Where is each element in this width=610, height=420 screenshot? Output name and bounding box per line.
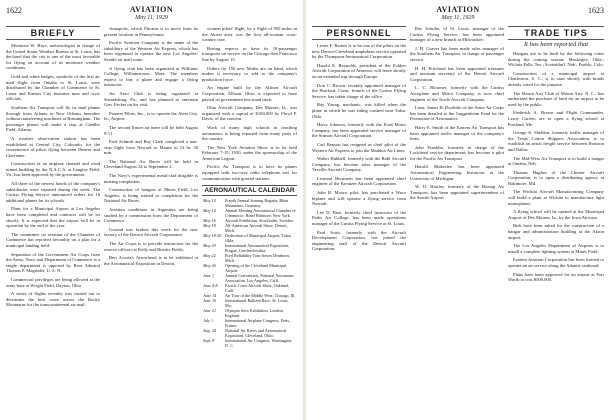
trade-tips-paragraphs [508, 51, 604, 283]
article-paragraph: Southern Air Transport will fly its mail planes through from Atlanta to New Orleans hereafter without transferring machines at Birmingham. The passenger planes will make a stop at Candler Field, Atlanta. [6, 104, 100, 133]
calendar-row [202, 208, 297, 218]
article-paragraph: Eastern Aviation Corporation has been formed to operate an air service along the Atlantic seaboard. [508, 257, 604, 268]
article-paragraph: Paul Scott, formerly with the Aircraft Development Corporation, has joined the engineering staff of the Detroit Aircraft Corporation. [312, 229, 406, 252]
article-paragraph: Harold E. Reynolds, president of the Fokker Aircraft Corporation of America, will leave shortly on an extended trip through Europe. [312, 62, 406, 79]
left-page [0, 0, 303, 420]
calendar-row [202, 283, 297, 293]
calendar-row [202, 233, 297, 243]
calendar-event: Fourth Annual Soaring Regatta, Rhön Mountains, Germany. [225, 198, 289, 209]
calendar-date: July 1 [203, 318, 214, 324]
article-paragraph: The New York Aviation Show is to be held February 7-15, 1930, under the sponsorship of the American Legion. [202, 144, 297, 161]
article-paragraph: Thomas Hughes of the Chester Aircraft Corporation, is to open a distributing agency at Baltimore, Md. [508, 169, 604, 186]
article-paragraph: John R. Moore, pilot, has purchased a Waco biplane and will operate a flying service from Newark. [312, 190, 406, 207]
calendar-row [202, 198, 297, 208]
calendar-row [202, 273, 297, 283]
briefly-paragraphs [6, 43, 100, 308]
article-paragraph: John Franklin, formerly in charge of the Lockheed service department, has become a pilot for the Pacific Air Transport. [410, 144, 504, 161]
article-paragraph: W. D. Hartley, formerly of the Boeing Air Transport, has been appointed superintendent of the Seattle Airport. [410, 184, 504, 201]
calendar-event: Ford Reliability Tour leaves Dearborn, Mich. [225, 253, 290, 264]
article-paragraph: Montrose W. Hays, meteorologist in charge of the United States Weather Bureau at St. Louis, has declared that the city is one of the most favorable for flying on account of its moderate weather conditions. [6, 43, 100, 71]
article-paragraph: Lee D. Rise, formerly chief instructor of the Parks Air College, has been made operations manager of the Curtiss Flying Service at St. Louis. [312, 209, 406, 227]
article-paragraph: The Wichita Aircraft Manufacturing Company will build a plant at Wichita to manufacture light monoplanes. [508, 189, 604, 206]
left-running-head [6, 6, 297, 24]
calendar-event: Annual Convention, National Aeronautic Association, Los Angeles, Calif. [225, 273, 294, 284]
article-paragraph: Work of many high schools in teaching aeronautics is being reported from many parts of the country. [202, 124, 297, 142]
calendar-event: International Airplane Congress, Paris, France. [225, 318, 291, 329]
article-paragraph: The committee on aviation of the Chamber of Commerce has reported favorably on a plan for a municipal landing field. [6, 231, 100, 248]
article-paragraph: Bert Acosta's Arrowhead is to be exhibited at the Aeronautical Exposition in Detroit. [104, 255, 198, 266]
briefly-continued-paragraphs [104, 26, 198, 266]
article-paragraph: Hangars are to be built by the following cities during the coming season: Muskogee, Okla.; Wichita Falls, Tex.; Scottsbluff, Neb.; Pueblo, Colo. [508, 51, 604, 68]
article-paragraph: Gold and white badges, symbolic of the first air mail flight from Omaha to St. Louis, were distributed by the Chamber of Commerce to St. Louis and Kansas City business men and civic officials. [6, 73, 100, 102]
calendar-event: International Air Congress, Washington, D. C. [225, 338, 293, 349]
personnel-heading: PERSONNEL [312, 26, 406, 40]
calendar-date: Aug. 24 [203, 328, 217, 334]
calendar-event: Olympia Aero Exhibition, London, England. [225, 308, 284, 319]
calendar-date: June 14 [203, 293, 217, 299]
personnel-column-continued [410, 26, 504, 414]
calendar-date: May 18-20 [203, 233, 222, 239]
article-paragraph: Construction of a municipal airport at Charleston, S. C., is to start shortly with bonds already voted for the purpose. [508, 70, 604, 87]
article-paragraph: The Mount Airy Club of Mount Airy, N. C., has authorized the purchase of land for an airport to be used by the public. [508, 90, 604, 107]
article-paragraph: A flying school will be opened at the Municipal Airport of Des Moines, Ia., by the Iowa Airways. [508, 209, 604, 220]
article-paragraph: Bids have been asked for the construction of a hangar and administration building at the Akron airport. [508, 223, 604, 240]
article-paragraph: Harry E. Smith of the Eastern Air Transport has been appointed traffic manager of the company's lines. [410, 124, 504, 142]
article-paragraph: Annapolis, which Pitcairn is to move from its present location in Pennsylvania. [104, 26, 198, 37]
calendar-row [202, 338, 297, 348]
briefly-column [6, 26, 100, 414]
article-paragraph: Leonard Bernstein has been appointed chief engineer of the Kreutzer Aircraft Corporation. [312, 175, 406, 187]
article-paragraph: The Air Corps is to provide instruction for the reserve officers at Kelly and Brooks Fields. [104, 241, 198, 252]
calendar-row [202, 253, 297, 263]
article-paragraph: Walter Hubbell, formerly with the Buhl Aircraft Company, has become sales manager of the Verville Aircraft Company. [312, 156, 406, 173]
article-paragraph: Construction of hangars at Mines Field, Los Angeles, is being rushed to completion for the National Air Races. [104, 187, 198, 204]
calendar-date: May 26 [203, 263, 216, 269]
calendar-event: International Balloon Race, St. Louis, Mo. [225, 298, 289, 309]
article-paragraph: Ohio Aircraft Company, Des Moines, Ia., was organized with a capital of $100,000 by Floyd F. Davis, of the concern. [202, 105, 297, 122]
calendar-row [202, 243, 297, 253]
article-paragraph: Fred Schmitt and Roy Clark completed a non-stop flight from Newark to Miami in 13 hr. 30 min. [104, 139, 198, 156]
article-paragraph: Ground was broken this week for the new factory of the Detroit Aircraft Corporation. [104, 226, 198, 238]
article-paragraph: Don C. Brown, recently appointed manager of the Hartford, Conn., branch of the Curtiss Flying Service, has taken charge of the office. [312, 82, 406, 99]
right-masthead [312, 6, 604, 22]
article-paragraph: The National Air Races will be held in Cleveland August 24 to September 2. [104, 158, 198, 170]
article-paragraph: An Aero Club is being organized at Stroudsburg, Pa., and has planned to entertain Gen. Fechet on his visit. [104, 90, 198, 108]
aeronautical-calendar [202, 198, 297, 348]
right-masthead-title: AVIATION [436, 5, 480, 14]
article-paragraph: Pacific Air Transport is to have its planes equipped with two-way radio telephone sets for communication with ground stations. [202, 164, 297, 181]
personnel-column [312, 26, 406, 414]
left-masthead-date: May 11, 1929 [135, 15, 168, 21]
calendar-event: Dedication of Municipal Airport, Tulsa, Okla. [225, 233, 292, 244]
calendar-event: International Aeronautical Exposition, Prague, Czechoslovakia. [225, 243, 290, 254]
calendar-row [202, 308, 297, 318]
calendar-event: Pacific Coast Aircraft Show, Oakland, Calif. [225, 283, 289, 294]
article-paragraph: Frederick A. Brown and Flight Commander, Leroy Carrier, are to open a flying school at Portland, Me. [508, 110, 604, 127]
personnel-paragraphs [312, 43, 406, 252]
article-paragraph: Orders for 150 new Moths are on hand, which makes it necessary to add to the company's production force. [202, 65, 297, 82]
calendar-date: Sept. 8 [203, 338, 215, 344]
article-paragraph: Lieut. James H. Doolittle of the Army Air Corps has been detailed to the Guggenheim Fund for the Promotion of Aeronautics. [410, 105, 504, 122]
calendar-date: May 18 [203, 223, 216, 229]
article-paragraph: Pioneer Pilots, Inc., is to operate the Avon City, Ia., Airport. [104, 110, 198, 122]
right-masthead-date: May 11, 1929 [441, 15, 475, 21]
article-paragraph: Pacific Aviation Company is the name of the subsidiary of the Western Air Express, which has been organized to operate the new Los Angeles-Seattle air mail route. [104, 40, 198, 62]
trade-tips-subheading: It has been reported that [523, 41, 589, 48]
article-paragraph: Construction of an airplane channel and wind tunnel building by the N.A.C.A. at Langley Field, Va., has been approved by the government. [6, 161, 100, 178]
calendar-row [202, 223, 297, 233]
article-paragraph: The Navy's experimental metal-clad dirigible is nearing completion. [104, 173, 198, 184]
article-paragraph: Ray Young, mechanic, was killed when the plane in which he was riding crashed near Tulsa, Okla. [312, 102, 406, 119]
article-paragraph: The Mid-West Air Transport is to build a hangar at Omaha, Neb. [508, 155, 604, 167]
article-paragraph: A weather observation station has been established at Central City, Colorado, for the convenience of pilots flying between Denver and Cheyenne. [6, 135, 100, 158]
right-running-head [312, 6, 604, 24]
left-masthead [6, 6, 297, 22]
trade-tips-column [508, 26, 604, 414]
calendar-row [202, 328, 297, 338]
personnel-continued-paragraphs [410, 26, 504, 201]
article-paragraph: All three of the newest hotels of the company's subsidiaries were reported during the week. The Curtiss Flying Service announced orders for 16 additional planes for its schools. [6, 181, 100, 203]
article-paragraph: A series of flights recently was carried out to determine the best route across the Rocky Mountains for the transcontinental air mail. [6, 291, 100, 308]
calendar-event: Annual Meeting Aeronautical Chamber of Commerce, Hotel Biltmore, New York. [225, 208, 296, 219]
article-paragraph: Carl Benson has resigned as chief pilot of the Western Air Express to join the Maddux Air Lines. [312, 141, 406, 153]
article-paragraph: Plans for a Municipal Airport at Los Angeles have been completed and contracts will be let shortly. It is expected that the airport will be in operation by the end of the year. [6, 206, 100, 229]
article-paragraph: Ray Schultz, of St. Louis, manager of the Curtiss Flying Service, has been appointed manager of a new branch at Milwaukee. [410, 26, 504, 43]
calendar-event: National Air Races and Aeronautical Exposition, Cleveland, Ohio. [225, 328, 287, 339]
calendar-date: June 16 [203, 298, 217, 304]
calendar-row [202, 318, 297, 328]
right-page-number: 1623 [588, 6, 604, 15]
calendar-date: May 16 [203, 218, 216, 224]
article-paragraph: H. H. Pritchard has been appointed treasurer and assistant secretary of the Detroit Aircraft Corporation. [410, 65, 504, 82]
calendar-date: June 1 [203, 273, 215, 279]
article-paragraph: Commercial privileges are being allowed at the army base at Wright Field, Dayton, Ohio. [6, 276, 100, 288]
article-paragraph: Harry Johnson, formerly with the Ford Motor Company, has been appointed service manager of the Stinson Aircraft Corporation. [312, 122, 406, 139]
calendar-title: AERONAUTICAL CALENDAR [202, 185, 297, 196]
calendar-event: All-American Aircraft Show, Detroit, Mich. [225, 223, 288, 234]
left-page-number: 1622 [6, 6, 22, 15]
right-page [306, 0, 610, 420]
article-paragraph: Aviation conditions in Argentina are being studied by a commission from the Department of Commerce. [104, 207, 198, 224]
calendar-date: June 4-8 [203, 283, 218, 289]
article-paragraph: L. C. Bloomer, formerly with the Curtiss Aeroplane and Motor Company, is now chief engineer of the Towle Aircraft Company. [410, 85, 504, 102]
trade-tips-heading: TRADE TIPS [508, 26, 604, 40]
article-paragraph: The Los Angeles Department of Airports is to install a complete lighting system at Mines Field. [508, 243, 604, 254]
briefly-column-continued [104, 26, 198, 414]
calendar-event: Opening of the Cleveland Municipal Airport. [225, 263, 287, 274]
article-paragraph: George A. Sheldon, formerly traffic manager of the Texas Cotton Shippers Association, is to establish an aerial freight service between Houston and Dallas. [508, 130, 604, 152]
calendar-date: May 22 [203, 253, 216, 259]
calendar-date: May 20 [203, 243, 216, 249]
article-paragraph: Lester F. Barnes is to be one of the pilots on the new Detroit-Cleveland amphibian service operated by the Thompson Aeronautical Corporation. [312, 43, 406, 60]
calendar-event: Aircraft Exhibition, Stockholm, Sweden. [225, 218, 294, 224]
third-column [202, 26, 297, 414]
article-paragraph: J. H. Graves has been made sales manager of the Southern Air Transport, in charge of passenger service. [410, 45, 504, 62]
calendar-date: June 21 [203, 308, 217, 314]
article-paragraph: Boeing expects to have its 18-passenger transports on service on the Chicago-San Francisco line by August 15. [202, 45, 297, 62]
calendar-date: May 14 [203, 198, 216, 204]
article-paragraph: An engine built by the Allison Aircraft Corporation, Allison, Ohio, is expected to have passed its government test stand trials. [202, 85, 297, 102]
briefly-heading: BRIEFLY [6, 26, 100, 40]
article-paragraph: The second Easter air meet will be held August 9-11. [104, 124, 198, 136]
article-paragraph: Harold Blakeslee has been appointed Aeronautical Engineering Instructor at the University of Michigan. [410, 164, 504, 181]
calendar-row [202, 263, 297, 273]
third-column-paragraphs [202, 26, 297, 181]
calendar-row [202, 298, 297, 308]
article-paragraph: Plans have been approved for an airport at Fort Worth to cost $500,000. [508, 271, 604, 283]
article-paragraph: women pilots' flight, by a flight of 950 miles in the Akron area, was the first all-woman cross-country race. [202, 26, 297, 43]
calendar-event: Air Tour of the Middle West, Chicago, Ill. [225, 293, 296, 299]
article-paragraph: Separation of the Government Air Corps from the Army, Navy and Department of Commerce is a single department is opposed by Rear Admiral Thomas P. Magruder, U. S. N. [6, 251, 100, 274]
left-masthead-title: AVIATION [129, 5, 174, 14]
article-paragraph: A flying club has been organized at Williams College, Williamstown, Mass. The members expect to buy a plane and engage a flying instructor. [104, 65, 198, 88]
calendar-date: May 14 [203, 208, 216, 214]
